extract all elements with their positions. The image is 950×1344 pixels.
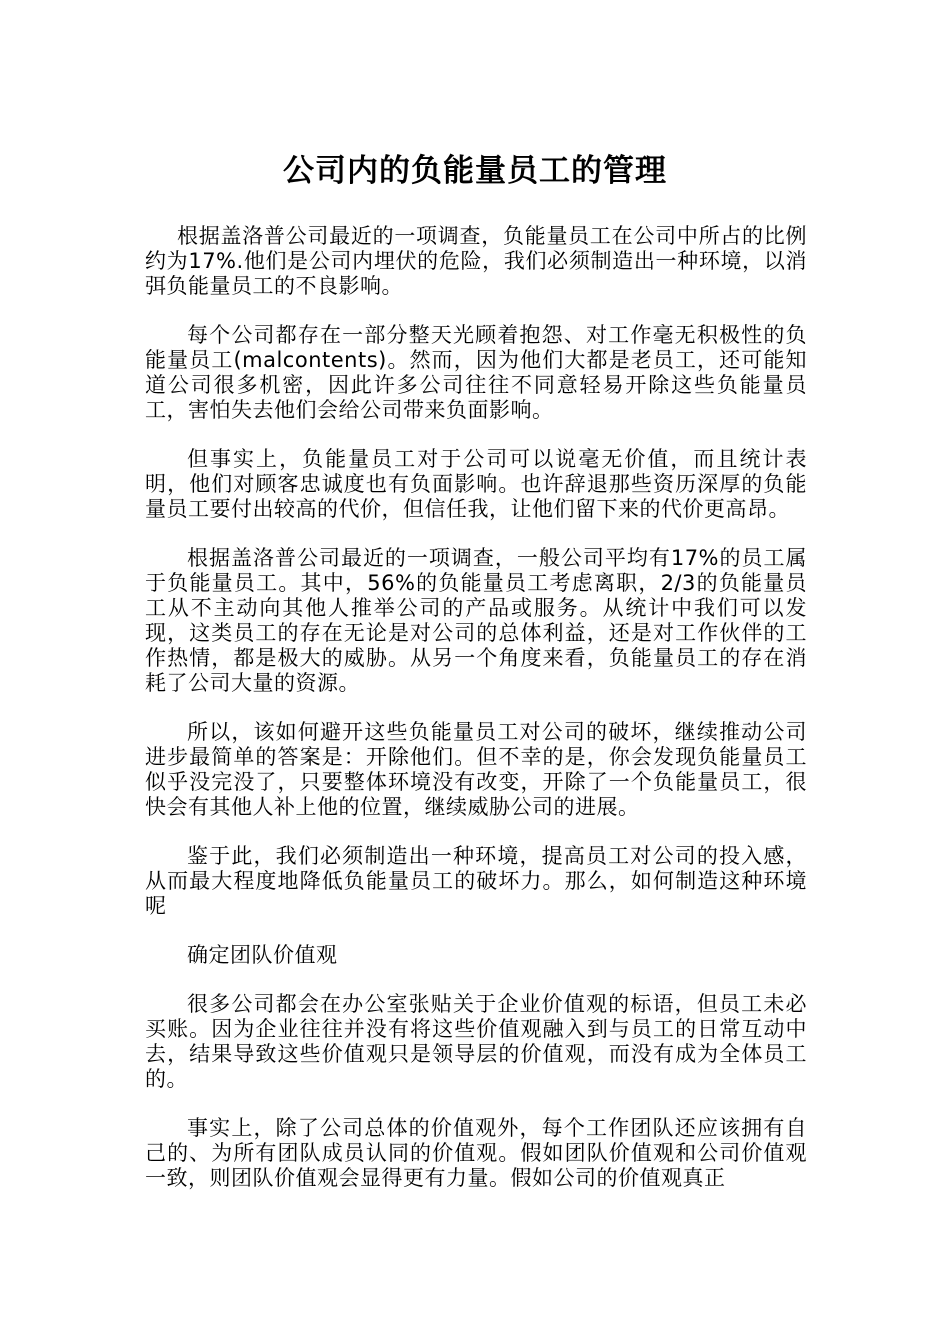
paragraph-6: 鉴于此，我们必须制造出一种环境，提高员工对公司的投入感，从而最大程度地降低负能量员工的破坏力。那么，如何制造这种环境呢: [145, 844, 807, 918]
paragraph-7: 很多公司都会在办公室张贴关于企业价值观的标语，但员工未必买账。因为企业往往并没有将这些价值观融入到与员工的日常互动中去，结果导致这些价值观只是领导层的价值观，而没有成为全体员工的。: [145, 992, 807, 1091]
paragraph-4: 根据盖洛普公司最近的一项调查，一般公司平均有17%的员工属于负能量员工。其中，56%的负能量员工考虑离职，2/3的负能量员工从不主动向其他人推举公司的产品或服务。从统计中我们可以发现，这类员工的存在无论是对公司的总体利益，还是对工作伙伴的工作热情，都是极大的威胁。从另一个角度来看，负能量员工的存在消耗了公司大量的资源。: [145, 546, 807, 695]
paragraph-5: 所以，该如何避开这些负能量员工对公司的破坏，继续推动公司进步最简单的答案是：开除他们。但不幸的是，你会发现负能量员工似乎没完没了，只要整体环境没有改变，开除了一个负能量员工，很快会有其他人补上他的位置，继续威胁公司的进展。: [145, 720, 807, 819]
document-body: [145, 224, 807, 1215]
paragraph-8: 事实上，除了公司总体的价值观外，每个工作团队还应该拥有自己的、为所有团队成员认同的价值观。假如团队价值观和公司价值观一致，则团队价值观会显得更有力量。假如公司的价值观真正: [145, 1116, 807, 1190]
paragraph-1: 根据盖洛普公司最近的一项调查，负能量员工在公司中所占的比例约为17%.他们是公司内埋伏的危险，我们必须制造出一种环境，以消弭负能量员工的不良影响。: [145, 224, 807, 298]
document-title: 公司内的负能量员工的管理: [283, 152, 667, 189]
section-heading: 确定团队价值观: [187, 943, 338, 967]
paragraph-2: 每个公司都存在一部分整天光顾着抱怨、对工作毫无积极性的负能量员工(malcontents)。然而，因为他们大都是老员工，还可能知道公司很多机密，因此许多公司往往不同意轻易开除这些负能量员工，害怕失去他们会给公司带来负面影响。: [145, 323, 807, 422]
paragraph-3: 但事实上，负能量员工对于公司可以说毫无价值，而且统计表明，他们对顾客忠诚度也有负面影响。也许辞退那些资历深厚的负能量员工要付出较高的代价，但信任我，让他们留下来的代价更高昂。: [145, 447, 807, 521]
